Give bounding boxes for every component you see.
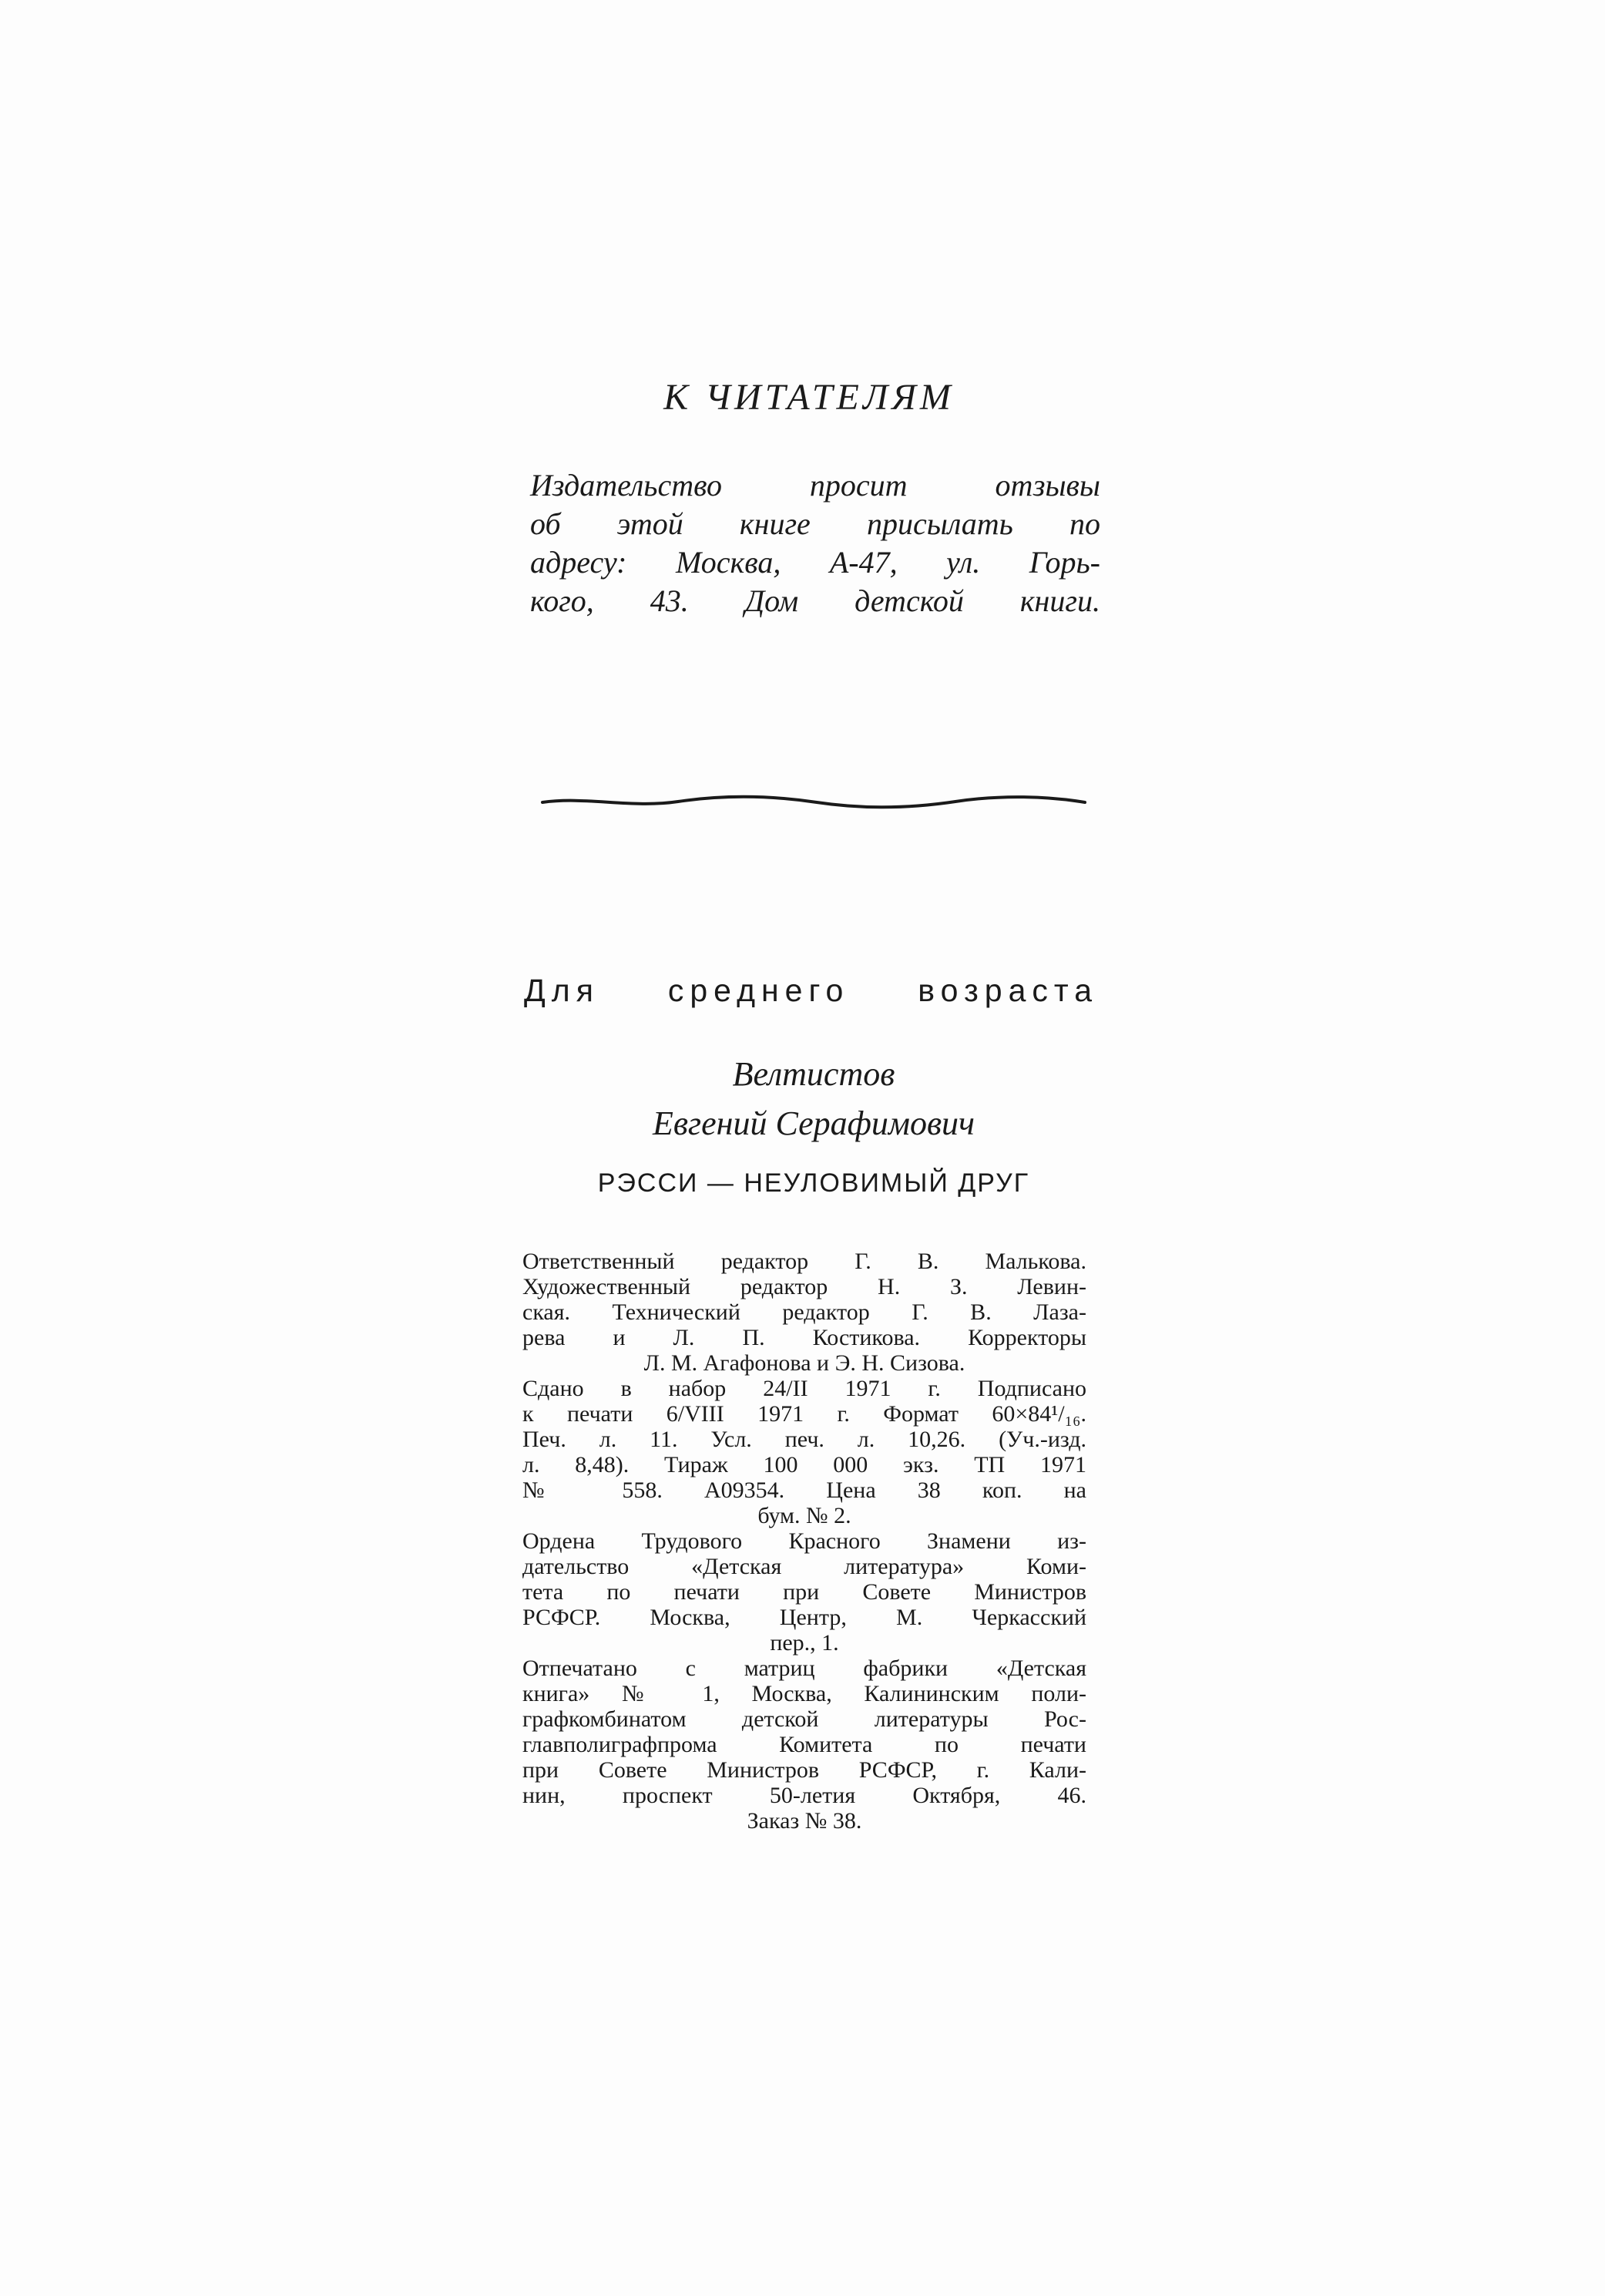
imprint-line: нин, проспект 50-летия Октября, 46. — [522, 1783, 1086, 1808]
book-title: РЭССИ — НЕУЛОВИМЫЙ ДРУГ — [597, 1168, 1030, 1198]
imprint-line: тета по печати при Совете Министров — [522, 1579, 1086, 1605]
reader-notice-text — [530, 466, 1100, 620]
imprint-line: Ордена Трудового Красного Знамени из- — [522, 1528, 1086, 1554]
imprint-line: дательство «Детская литература» Коми- — [522, 1554, 1086, 1579]
imprint-line: графкомбинатом детской литературы Рос- — [522, 1706, 1086, 1732]
imprint-line: Л. М. Агафонова и Э. Н. Сизова. — [643, 1350, 965, 1376]
imprint-line: к печати 6/VIII 1971 г. Формат 60×84¹/₁₆. — [522, 1401, 1086, 1427]
reader-notice-line: об этой книге присылать по — [530, 506, 1100, 541]
imprint-line: ская. Технический редактор Г. В. Лаза- — [522, 1299, 1086, 1325]
author-surname: Велтистов — [732, 1055, 895, 1093]
imprint-line: Ответственный редактор Г. В. Малькова. — [522, 1249, 1086, 1274]
imprint-line: книга» № 1, Москва, Калининским поли- — [522, 1681, 1086, 1706]
imprint-line: Сдано в набор 24/II 1971 г. Подписано — [522, 1376, 1086, 1401]
imprint-line: пер., 1. — [770, 1630, 839, 1656]
imprint-line: л. 8,48). Тираж 100 000 экз. ТП 1971 — [522, 1452, 1086, 1477]
imprint-line: Печ. л. 11. Усл. печ. л. 10,26. (Уч.-изд. — [522, 1427, 1086, 1452]
wavy-divider — [539, 778, 1088, 825]
imprint-line: Художественный редактор Н. З. Левин- — [522, 1274, 1086, 1299]
imprint-line: № 558. А09354. Цена 38 коп. на — [522, 1477, 1086, 1503]
imprint-block — [522, 1249, 1086, 1834]
reader-notice-line: кого, 43. Дом детской книги. — [530, 583, 1100, 618]
age-label: Для среднего возраста — [524, 973, 1098, 1008]
reader-notice-heading: К ЧИТАТЕЛЯМ — [663, 377, 955, 418]
imprint-line: бум. № 2. — [757, 1503, 851, 1528]
author-given-names: Евгений Серафимович — [652, 1104, 975, 1142]
imprint-line: Отпечатано с матриц фабрики «Детская — [522, 1656, 1086, 1681]
reader-notice-line: Издательство просит отзывы — [530, 468, 1100, 503]
reader-notice-line: адресу: Москва, А-47, ул. Горь- — [530, 545, 1100, 580]
imprint-line: главполиграфпрома Комитета по печати — [522, 1732, 1086, 1757]
imprint-line: РСФСР. Москва, Центр, М. Черкасский — [522, 1605, 1086, 1630]
imprint-line: Заказ № 38. — [747, 1808, 862, 1834]
imprint-line: при Совете Министров РСФСР, г. Кали- — [522, 1757, 1086, 1783]
imprint-line: рева и Л. П. Костикова. Корректоры — [522, 1325, 1086, 1350]
